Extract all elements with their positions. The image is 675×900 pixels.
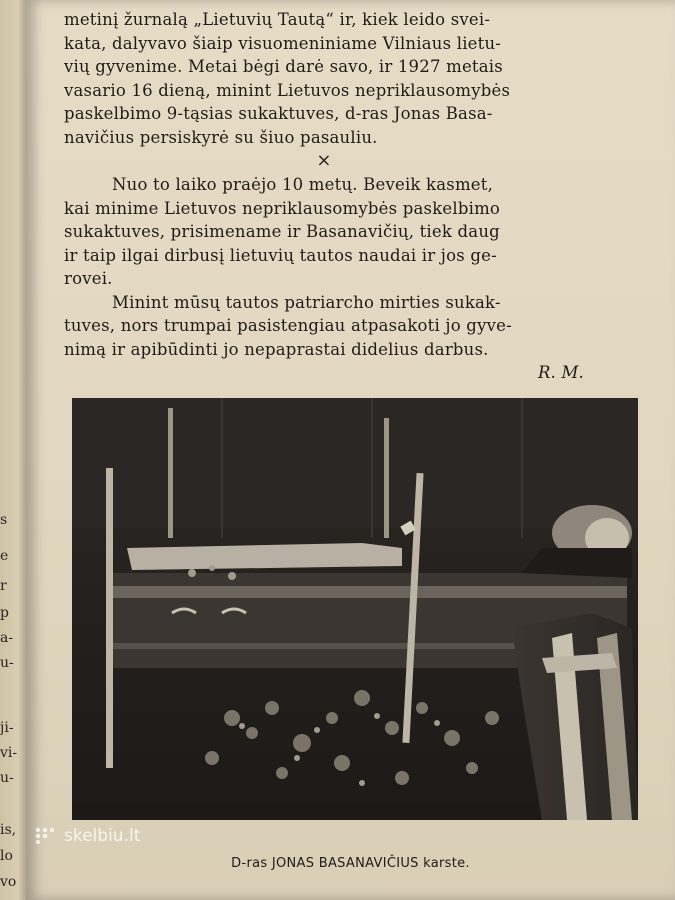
text-line: rovei. <box>64 269 113 288</box>
text-line: kata, dalyvavo šiaip visuomeniniame Vilniaus lietu- <box>64 33 502 53</box>
text-line: ir taip ilgai dirbusį lietuvių tautos naudai ir jos ge- <box>64 245 497 265</box>
previous-page-fragment: s <box>0 512 8 528</box>
watermark-logo-icon <box>34 826 60 846</box>
section-divider: × <box>316 150 332 171</box>
text-line: Minint mūsų tautos patriarcho mirties sukak- <box>112 292 501 312</box>
text-line: vasario 16 dieną, minint Lietuvos nepriklausomybės <box>64 80 511 100</box>
photograph-image <box>72 398 638 820</box>
previous-page-fragment: u- <box>0 655 14 671</box>
previous-page-fragment: ji- <box>0 720 14 736</box>
previous-page-fragment: e <box>0 548 9 564</box>
previous-page-fragment: is, <box>0 822 17 838</box>
previous-page-fragment: p <box>0 605 9 621</box>
body-text <box>64 8 624 385</box>
text-line: sukaktuves, prisimename ir Basanavičių, tiek daug <box>64 222 500 241</box>
text-line: vių gyvenime. Metai bėgi darė savo, ir 1927 metais <box>64 57 503 76</box>
watermark-text: skelbiu.lt <box>64 826 141 846</box>
text-line: metinį žurnalą „Lietuvių Tautą“ ir, kiek leido svei- <box>64 10 491 29</box>
text-line: Nuo to laiko praėjo 10 metų. Beveik kasmet, <box>112 175 494 194</box>
previous-page-fragment: a- <box>0 630 14 646</box>
previous-page-fragment: lo <box>0 848 13 864</box>
author-signature: R. M. <box>537 363 584 382</box>
book-page <box>26 0 675 900</box>
previous-page-fragment: vo <box>0 874 17 890</box>
site-watermark <box>34 826 140 846</box>
text-line: kai minime Lietuvos nepriklausomybės paskelbimo <box>64 198 501 218</box>
text-line: paskelbimo 9-tąsias sukaktuves, d-ras Jonas Basa- <box>64 104 493 123</box>
text-line: tuves, nors trumpai pasistengiau atpasakoti jo gyve- <box>64 316 512 335</box>
text-line: nimą ir apibūdinti jo nepaprastai didelius darbus. <box>64 339 489 359</box>
photo-caption: D-ras JONAS BASANAVIČIUS karste. <box>231 856 470 871</box>
funeral-photograph <box>72 398 638 820</box>
previous-page-fragment: r <box>0 578 7 594</box>
previous-page-fragment: u- <box>0 770 14 786</box>
text-line: navičius persiskyrė su šiuo pasauliu. <box>64 127 378 147</box>
previous-page-fragment: vi- <box>0 745 18 761</box>
